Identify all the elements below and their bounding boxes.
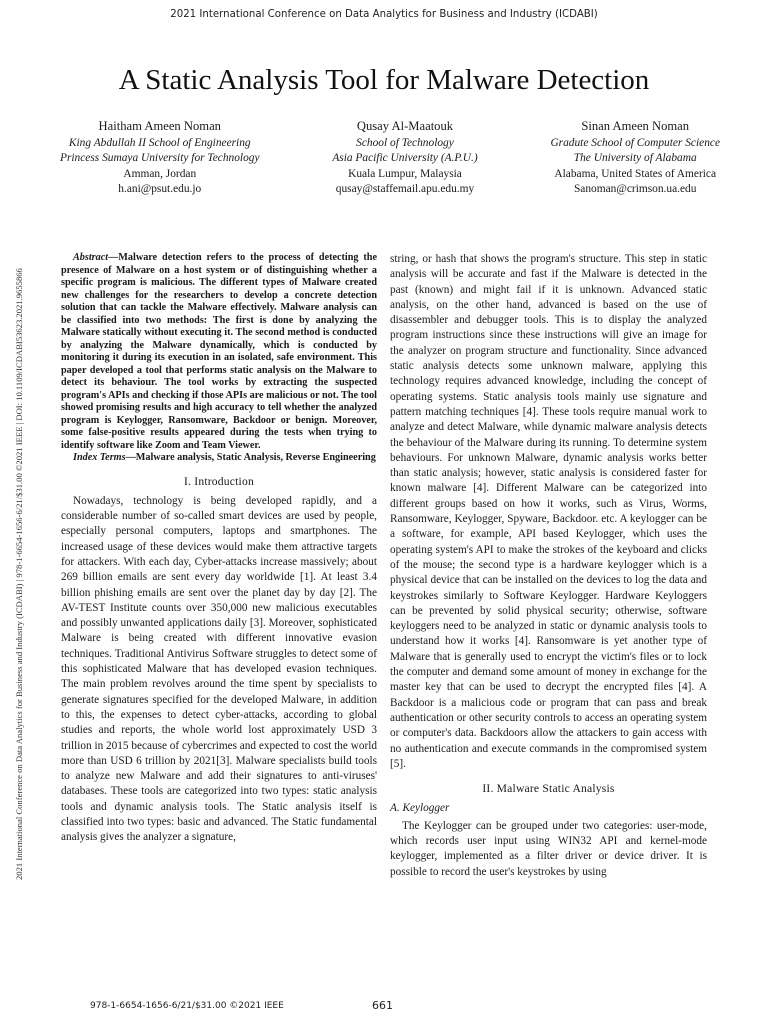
abstract (61, 252, 377, 452)
page-number: 661 (372, 999, 393, 1012)
author-3 (550, 119, 720, 198)
abstract-text: —Malware detection refers to the process of detecting the presence of Malware on a host system or of distinguishing whether a specific program is malicious. The different types of Malware created new challenges for the researchers to develop a concrete detection solution that can tackle the Malware effectively. Malware analysis can be classified into two methods: The first is done by analyzing the Malware statically without executing it. The second method is conducted by analyzing the Malware dynamically, which is conducted by monitoring it during its execution in an isolated, safe environment. This paper developed a tool that performs static analysis on the Malware to detect its behaviour. The tool works by extracting the suspected program's APIs and checking if those APIs are malicious or not. The tool showed promising results and high accuracy to tell whether the analyzed program is Keylogger, Ransomware, Backdoor or benign. Moreover, some false-positive results appeared during the tests when trying to identify software like Zoom and Team Viewer. (61, 252, 377, 451)
author-email: h.ani@psut.edu.jo (118, 183, 202, 196)
author-affiliation: The University of Alabama (573, 152, 697, 165)
subsection-heading-keylogger: A. Keylogger (390, 802, 450, 815)
footer-isbn: 978-1-6654-1656-6/21/$31.00 ©2021 IEEE (90, 1001, 284, 1011)
right-column (390, 252, 707, 880)
left-column (61, 252, 377, 846)
author-affiliation: King Abdullah II School of Engineering (68, 136, 251, 149)
body-paragraph: string, or hash that shows the program's structure. This step in static analysis will be accurate and fast if the Malware is detected in the past (known) and might fail if it is unknown. Advanced static analysis, on the other hand, advanced is based on the use of disassembler and debugger tools. This is to display the analyzed program instructions since these instructions will give an image for the analyzer on program structure and functionality. Since advanced static analysis detects some unknown malware, applying this technology requires advanced knowledge, including the concept of operating systems. Static analysis tools mainly use signature and pattern matching techniques [4]. These tools require manual work to analyze and detect Malware, while dynamic malware analysis detects the behaviour of the Malware during its running. To determine system behaviours. For unknown Malware, dynamic analysis works better than static analysis; however, static analysis is considered faster for known malware [4]. Different Malware can be categorized into different groups based on how it works, such as Virus, Worms, Ransomware, Keylogger, Spyware, Backdoor. etc. A keylogger can be a software, for example, API based Keylogger, which uses the operating system's API to make the strokes of the keyboard and clicks of the mouse; the second type is a hardware keylogger which is a physical device that can be installed on the devices to log the data and keystrokes similarly to Software Keylogger. Hardware Keyloggers can be prevented by solid physical security; otherwise, software keyloggers need to be analyzed in static or dynamic analysis tools to understand how it works [4]. Ransomware is yet another type of Malware that is generally used to encrypt the victim's files or to lock the computer and demand some amount of money in exchange for the master key that can be used to decrypt the encrypted files [4]. A Backdoor is a malicious code or program that can pass and break authentication or other security controls to access an operating system or computer's data. Backdoors allow the attackers to gain access with no authentication and execute commands in the compromised system [5]. (390, 253, 707, 770)
author-name: Qusay Al-Maatouk (356, 119, 454, 133)
author-affiliation: School of Technology (356, 136, 454, 149)
author-affiliation: Asia Pacific University (A.P.U.) (332, 152, 478, 165)
author-name: Sinan Ameen Noman (581, 119, 690, 133)
side-doi-strip (12, 140, 26, 880)
author-affiliation: Princess Sumaya University for Technology (60, 152, 260, 165)
section-heading-introduction: I. Introduction (184, 474, 254, 488)
introduction-paragraph: Nowadays, technology is being developed rapidly, and a considerable number of so-called smart devices are used by people, especially personal computers, laptops and smartphones. The increased usage of these devices would make them attractive targets for attackers. With each day, Cyber-attacks increase massively; about 269 billion emails are sent every day worldwide [1]. At least 3.4 billion phishing emails are sent over the planet day by day [2]. The AV-TEST Institute counts over 350,000 new malicious executables and possibly unwanted applications daily [3]. Moreover, sophisticated Malware is being created with different innovative evasion techniques. Traditional Antivirus Software struggles to detect some of this sophisticated Malware that has developed evasion techniques. The main problem revolves around the time spent by specialists to generate signatures specified for the developed Malware, in addition to this, the expenses to detect cyber-attacks, according to global studies and reports, the whole world lost approximately USD 3 trillion in 2015 because of cybercrimes and expected to cost the world more than USD 6 trillion by 2021[3]. Malware specialists build tools to analyze new Malware and add their signatures to anti-viruses' databases. These tools are categorized into two types: static analysis tools and dynamic analysis tools. The Static analysis itself is classified into two types: basic and advanced. The Static fundamental analysis gives the analyzer a signature, (61, 494, 377, 844)
author-email: qusay@staffemail.apu.edu.my (335, 183, 475, 196)
author-name: Haitham Ameen Noman (98, 119, 221, 133)
paper-title: A Static Analysis Tool for Malware Detection (118, 64, 650, 96)
author-location: Kuala Lumpur, Malaysia (348, 167, 462, 180)
index-terms (61, 452, 377, 465)
side-doi-text: 2021 International Conference on Data Analytics for Business and Industry (ICDABI) | 978-1-6654-1656-6/21/$31.00 ©2021 IEEE | DOI: 10.1109/ICDABI53623.2021.9655866 (14, 268, 24, 880)
author-location: Amman, Jordan (123, 167, 197, 180)
author-email: Sanoman@crimson.ua.edu (573, 183, 697, 196)
author-1 (60, 119, 260, 198)
index-terms-text: —Malware analysis, Static Analysis, Reverse Engineering (125, 452, 376, 463)
author-location: Alabama, United States of America (554, 167, 717, 180)
index-terms-label: Index Terms (73, 452, 126, 463)
abstract-label: Abstract (73, 252, 109, 263)
author-2 (332, 119, 477, 198)
author-block (60, 119, 720, 198)
keylogger-paragraph: The Keylogger can be grouped under two categories: user-mode, which records user input using WIN32 API and kernel-mode keylogger, implemented as a filter driver or device driver. It is possible to record the user's keystrokes by using (390, 819, 707, 878)
author-affiliation: Gradute School of Computer Science (550, 136, 720, 149)
section-heading-malware-static-analysis: II. Malware Static Analysis (482, 782, 615, 796)
conference-header: 2021 International Conference on Data Analytics for Business and Industry (ICDABI) (170, 9, 598, 20)
